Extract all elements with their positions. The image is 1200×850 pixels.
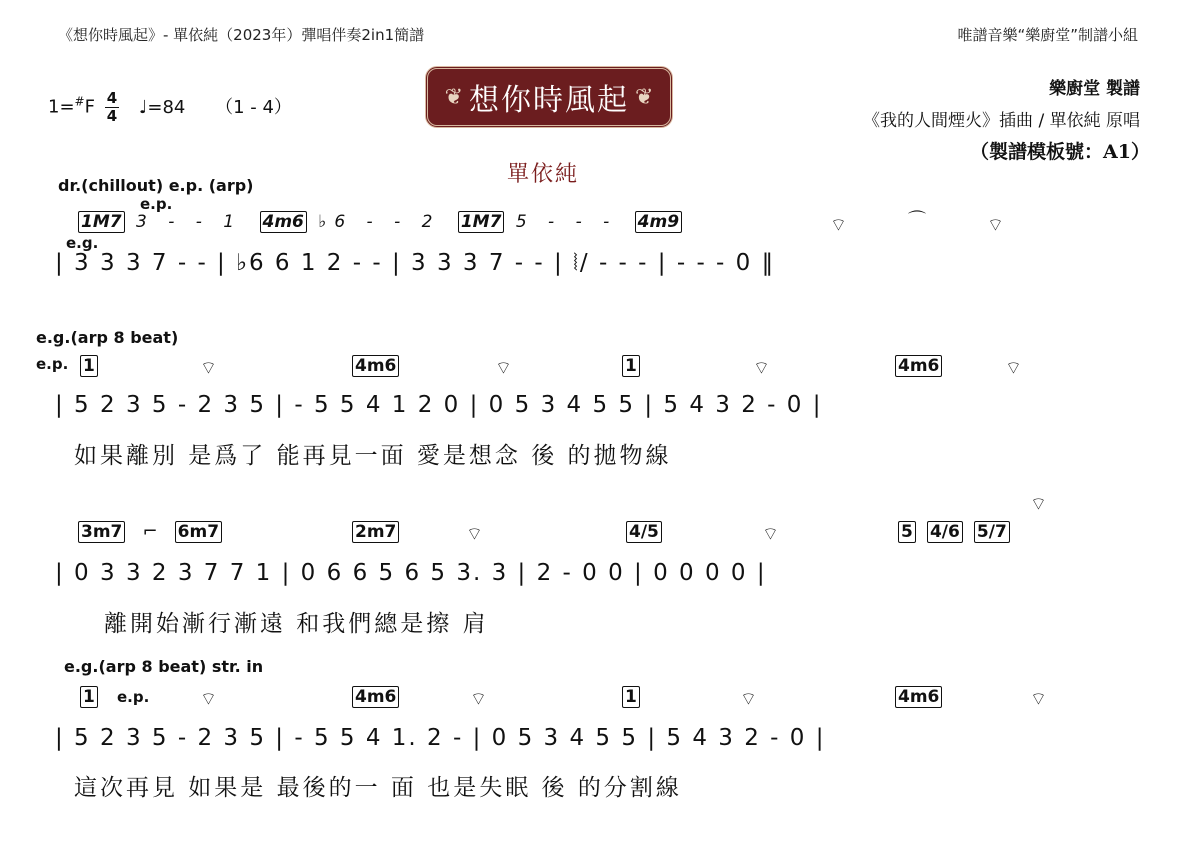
whole-note-symbol-icon: ⌔: [830, 215, 847, 236]
system3-notes: | 0 3 3 2 3 7 7 1 | 0 6 6 5 6 5 3. 3 | 2 - 0 0 | 0 0 0 0 |: [55, 560, 767, 586]
chord-badge: 4/6: [927, 521, 963, 543]
whole-note-symbol-icon: ⌔: [987, 215, 1004, 236]
tempo: ♩=84: [138, 96, 186, 118]
whole-note-symbol-icon: ⌔: [1005, 358, 1022, 379]
chord-badge: 4m6: [260, 211, 307, 233]
key-prefix: 1=: [48, 96, 75, 118]
system2-label: e.g.(arp 8 beat): [36, 328, 179, 347]
time-signature: [105, 90, 119, 125]
system1-ep: e.p.: [140, 195, 173, 213]
system1-chord-row: [78, 211, 682, 233]
chord-badge: 4m6: [895, 355, 942, 377]
whole-note-symbol-icon: ⌔: [470, 689, 487, 710]
system4-lyrics: 這次再見 如果是 最後的一 面 也是失眠 後 的分割線: [74, 775, 682, 801]
tie-symbol-icon: ⌒: [908, 210, 926, 231]
system2-ep: e.p.: [36, 355, 69, 373]
chord-badge: 1: [80, 686, 98, 708]
key-sharp: #: [74, 94, 85, 109]
system2-notes: | 5 2 3 5 - 2 3 5 | - 5 5 4 1 2 0 | 0 5 3 4 5 5 | 5 4 3 2 - 0 |: [55, 392, 823, 418]
chord-melody: 3 - - 1: [135, 212, 243, 232]
header-left: 《想你時風起》- 單依純（2023年）彈唱伴奏2in1簡譜: [58, 26, 425, 44]
system3-chord-row: [78, 521, 222, 543]
chord-melody: ♭6 - - 2: [318, 212, 441, 232]
tie-symbol-icon: ⌔: [1030, 494, 1047, 515]
whole-note-symbol-icon: ⌔: [466, 524, 483, 545]
system4-ep: e.p.: [117, 688, 150, 706]
chord-melody: 5 - - -: [515, 212, 618, 232]
chord-badge: 4m6: [352, 355, 399, 377]
singer-name: 單依純: [507, 162, 580, 187]
whole-note-symbol-icon: ⌔: [200, 689, 217, 710]
chord-badge: 5: [898, 521, 916, 543]
time-denominator: 4: [106, 107, 118, 125]
system4-label: e.g.(arp 8 beat) str. in: [64, 657, 264, 676]
chord-badge: 1: [622, 686, 640, 708]
chord-badge: 1M7: [458, 211, 505, 233]
song-title: 想你時風起: [469, 83, 629, 118]
flourish-right-icon: ❦: [635, 84, 654, 110]
chord-badge: 4m9: [635, 211, 682, 233]
system4-notes: | 5 2 3 5 - 2 3 5 | - 5 5 4 1. 2 - | 0 5 3 4 5 5 | 5 4 3 2 - 0 |: [55, 725, 826, 751]
whole-note-symbol-icon: ⌔: [495, 358, 512, 379]
system3-lyrics: 離開始漸行漸遠 和我們總是擦 肩: [104, 611, 489, 637]
key-tempo-line: [48, 90, 292, 125]
chord-badge: 1: [622, 355, 640, 377]
chord-badge: 1: [80, 355, 98, 377]
whole-note-symbol-icon: ⌔: [753, 358, 770, 379]
chord-badge: 2m7: [352, 521, 399, 543]
header-right: 唯譜音樂“樂廚堂”制譜小組: [957, 26, 1138, 44]
system3-chord-cluster: [898, 521, 1010, 543]
flag-note-icon: ⌐: [142, 521, 158, 542]
credit-maker: 樂廚堂 製譜: [1049, 79, 1140, 99]
credit-template: （製譜模板號：A1）: [970, 141, 1150, 163]
chord-badge: 4/5: [626, 521, 662, 543]
flourish-left-icon: ❦: [444, 84, 463, 110]
chord-badge: 4m6: [352, 686, 399, 708]
time-numerator: 4: [106, 89, 118, 107]
chord-badge: 1M7: [78, 211, 125, 233]
credit-source: 《我的人間煙火》插曲 / 單依純 原唱: [863, 111, 1140, 131]
chord-badge: 3m7: [78, 521, 125, 543]
system1-eg: e.g.: [66, 234, 99, 252]
whole-note-symbol-icon: ⌔: [762, 524, 779, 545]
intro-hint: （1 - 4）: [215, 96, 292, 118]
key-note: F: [84, 96, 95, 118]
chord-badge: 4m6: [895, 686, 942, 708]
title-banner: [425, 66, 673, 128]
whole-note-symbol-icon: ⌔: [1030, 689, 1047, 710]
system2-lyrics: 如果離別 是爲了 能再見一面 愛是想念 後 的拋物線: [74, 443, 672, 469]
system1-notes: | 3 3 3 7 - - | ♭6 6 1 2 - - | 3 3 3 7 - - | ⦚/ - - - | - - - 0 ‖: [55, 250, 776, 276]
whole-note-symbol-icon: ⌔: [740, 689, 757, 710]
whole-note-symbol-icon: ⌔: [200, 358, 217, 379]
chord-badge: 5/7: [974, 521, 1010, 543]
chord-badge: 6m7: [175, 521, 222, 543]
system1-label: dr.(chillout) e.p. (arp): [58, 176, 254, 195]
